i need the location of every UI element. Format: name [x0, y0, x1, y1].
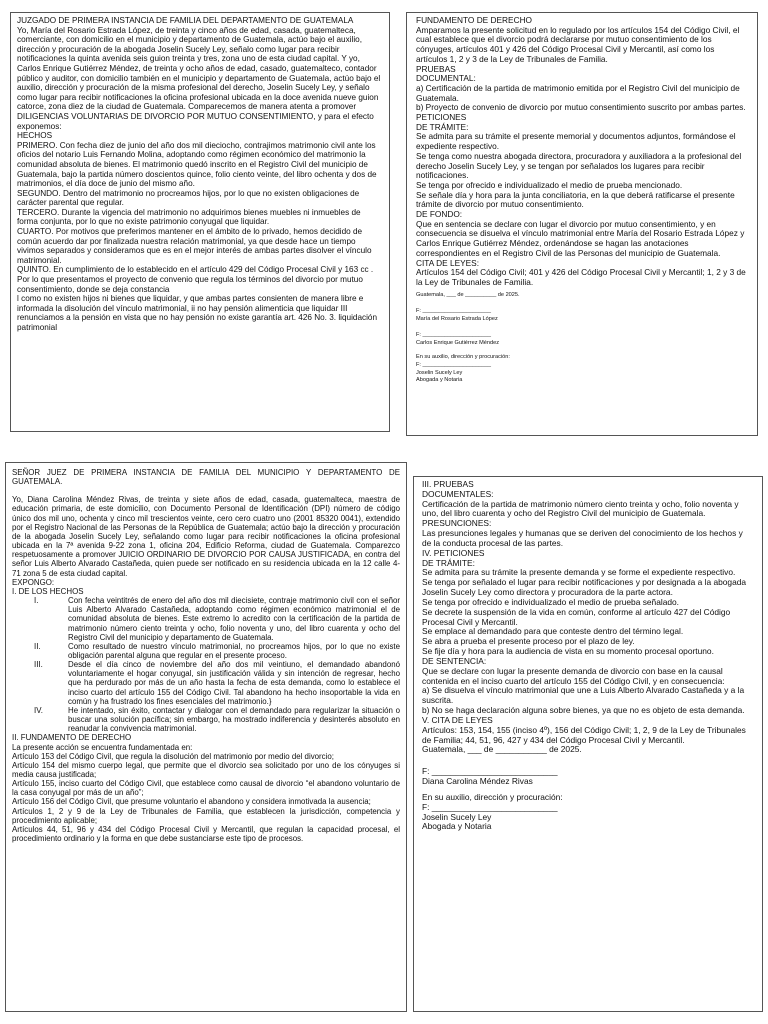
auxilio-line: En su auxilio, dirección y procuración: — [416, 354, 510, 361]
list-item — [12, 706, 400, 733]
signature-line: F: ___________________________ — [422, 766, 558, 777]
hecho-paragraph: QUINTO. En cumplimiento de lo establecido en el artículo 429 del Código Procesal Civil y 163 cc . Por lo que presentamos el proyecto de convenio que regula los términos del divorcio por mutuo consentimiento, donde se deja constancia — [17, 265, 374, 294]
document-panel-divorce-lawsuit — [5, 462, 407, 1012]
fondo-paragraph: Que en sentencia se declare con lugar el divorcio por mutuo consentimiento, y en consecuencia se disuelva el vínculo matrimonial entre María del Rosario Estrada López y Carlos Enrique Gutiérrez Méndez, ordenándose se hagan las anotaciones correspondientes en el Registro Civil de las Personas del municipio de Guatemala. — [416, 218, 745, 258]
document-panel-divorce-lawsuit-continued — [413, 476, 763, 1012]
tramite-title: DE TRÁMITE: — [416, 121, 469, 132]
hechos-title: HECHOS — [17, 131, 53, 141]
peticiones-title: PETICIONES — [416, 112, 467, 123]
item-number: III. — [34, 660, 43, 670]
fundamento-item: Artículo 155, inciso cuarto del Código Civil, que establece como causal de divorcio “el abandono voluntario de la casa conyugal por más de un año”; — [12, 779, 400, 798]
presunciones-paragraph: Las presunciones legales y humanas que se deriven del conocimiento de los hechos y de la conducta procesal de las partes. — [422, 528, 743, 548]
court-heading: SEÑOR JUEZ DE PRIMERA INSTANCIA DE FAMILIA DEL MUNICIPIO Y DEPARTAMENTO DE GUATEMALA. — [12, 468, 400, 487]
documental-item: b) Proyecto de convenio de divorcio por mutuo consentimiento suscrito por ambas partes. — [416, 102, 746, 113]
tramite-item: Se tenga por señalado el lugar para recibir notificaciones y por designada a la abogada Joselin Sucely Ley como directora y procuradora de la parte actora. — [422, 577, 747, 598]
tramite-item: Se tenga por ofrecido e individualizado el medio de prueba señalado. — [422, 596, 680, 607]
fundamento-intro: La presente acción se encuentra fundamentada en: — [12, 742, 193, 752]
hecho-paragraph: l como no existen hijos ni bienes que liquidar, y que ambas partes consienten de manera libre e informada la disolución del vínculo matrimonial, ii no hay pensión alimenticia que liquidar III renunciamos a la pensión en vista que no hay pensión no existe garantía art. 426 No. 3. liquidación patrimonial — [17, 294, 378, 332]
signer-name: Joselin Sucely Ley — [416, 369, 463, 376]
cita-title: V. CITA DE LEYES — [422, 714, 493, 725]
item-number: II. — [34, 641, 41, 651]
sentencia-item: b) No se haga declaración alguna sobre bienes, ya que no es objeto de esta demanda. — [422, 705, 745, 716]
date-line: Guatemala, ___ de __________ de 2025. — [416, 291, 520, 298]
item-number: I. — [34, 596, 39, 606]
tramite-item: Se admita para su trámite el presente memorial y documentos adjuntos, formándose el expediente respectivo. — [416, 131, 736, 152]
hechos-list — [12, 596, 400, 733]
fondo-title: DE FONDO: — [416, 209, 463, 220]
signer-name: Carlos Enrique Gutiérrez Méndez — [416, 339, 500, 346]
document-panel-mutual-consent-continued — [406, 12, 758, 436]
presunciones-title: PRESUNCIONES: — [422, 518, 492, 529]
tramite-title: DE TRÁMITE: — [422, 557, 475, 568]
hecho-paragraph: PRIMERO. Con fecha diez de junio del año dos mil dieciocho, contrajimos matrimonio civil ante los oficios del notario Luis Fernando Molina, adoptando como régimen económico del matrimonio la comunidad absoluta de bienes. El matrimonio quedó inscrito en el Registro Civil del municipio de Guatemala, bajo la partida número doscientos quince, folio ciento veinte, del libro ochenta y dos de matrimonios, el día doce de junio del mismo año. — [17, 140, 377, 189]
tramite-item: Se emplace al demandado para que conteste dentro del término legal. — [422, 626, 684, 637]
tramite-item: Se fije día y hora para la audiencia de vista en su momento procesal oportuno. — [422, 646, 714, 657]
hechos-title: I. DE LOS HECHOS — [12, 586, 84, 596]
list-item — [12, 660, 400, 706]
item-number: IV. — [34, 705, 43, 715]
intro-paragraph: Yo, María del Rosario Estrada López, de treinta y cinco años de edad, casada, guatemalteca, comerciante, con domicilio en el municipio y departamento de Guatemala, actúo bajo el auxilio, dirección y procuración de la abogada Joselin Sucely Ley, señalo como lugar para recibir notificaciones la quinta avenida seis guion treinta y tres, zona uno de esta ciudad capital. Y yo, Carlos Enrique Gutiérrez Méndez, de treinta y ocho años de edad, casado, guatemalteco, contador público y auditor, con domicilio también en el municipio y departamento de Guatemala, actúo bajo el auxilio, dirección y procuración de la misma profesional del derecho, Joselin Sucely Ley, y señalo como lugar para recibir notificaciones la oficina profesional ubicada en la doce avenida nueve guion catorce, zona diez de la ciudad de Guatemala. Comparecemos de manera atenta a promover DILIGENCIAS VOLUNTARIAS DE DIVORCIO POR MUTUO CONSENTIMIENTO, y para el efecto exponemos: — [17, 25, 381, 131]
signer-name: Diana Carolina Méndez Rivas — [422, 776, 533, 787]
tramite-item: Se tenga como nuestra abogada directora, procuradora y auxiliadora a la profesional del derecho Joselin Sucely Ley, y se tengan por señalados los lugares para recibir notificaciones. — [416, 150, 742, 181]
cita-title: CITA DE LEYES: — [416, 257, 480, 268]
cita-paragraph: Artículos: 153, 154, 155 (inciso 4º), 156 del Código Civil; 1, 2, 9 de la Ley de Tribunales de Familia; 44, 51, 96, 427 y 434 del Código Procesal Civil y Mercantil. — [422, 724, 746, 745]
sentencia-item: Que se declare con lugar la presente demanda de divorcio con base en la causal contenida en el inciso cuarto del artículo 155 del Código Civil, y en consecuencia: — [422, 665, 725, 686]
fundamento-item: Artículos 1, 2 y 9 de la Ley de Tribunales de Familia, que establecen la jurisdicción, competencia y procedimiento aplicable; — [12, 806, 400, 825]
documentales-paragraph: Certificación de la partida de matrimonio número ciento treinta y ocho, folio noventa y uno, del libro cuarenta y ocho del Registro Civil del municipio de Guatemala. — [422, 498, 739, 519]
signer-title: Abogada y Notaria — [422, 821, 492, 832]
intro-paragraph: Yo, Diana Carolina Méndez Rivas, de treinta y siete años de edad, casada, guatemalteca, maestra de educación primaria, de este domicilio, con Documento Personal de Identificación (DPI) número de código único dos mil uno, ochenta y cinco mil trescientos veinte, cero cero cuatro uno (2001 85320 0041), extendido por el Registro Nacional de las Personas de la República de Guatemala; actúo bajo la dirección y procuración de la abogada Joselin Sucely Ley, señalando como lugar para recibir notificaciones la oficina profesional ubicada en la 7ª avenida 9-22 zona 1, oficina 204, Edificio Reforma, ciudad de Guatemala. Comparezco respetuosamente a promover JUICIO ORDINARIO DE DIVORCIO POR CAUSA JUSTIFICADA, en contra del señor Luis Alberto Alvarado Castañeda, quien puede ser notificado en su residencia ubicada en la 12 calle 4-71 zona 5 de esta ciudad capital. — [12, 495, 400, 578]
signer-title: Abogada y Notaria — [416, 377, 463, 384]
document-panel-mutual-consent — [10, 12, 390, 432]
sentencia-item: a) Se disuelva el vínculo matrimonial que une a Luis Alberto Alvarado Castañeda y a la suscrita. — [422, 685, 745, 706]
item-text: Con fecha veintitrés de enero del año dos mil diecisiete, contraje matrimonio civil con el señor Luis Alberto Alvarado Castañeda, adoptando como régimen económico matrimonial el de comunidad absoluta de bienes. Este extremo lo acredito con la certificación de la partida de matrimonio número ciento treinta y ocho, folio noventa y uno, del libro cuarenta y ocho del Registro Civil del municipio y departamento de Guatemala. — [68, 596, 400, 642]
fundamento-paragraph: Amparamos la presente solicitud en lo regulado por los artículos 154 del Código Civil, el cual establece que el divorcio podrá declararse por mutuo consentimiento de los cónyuges, artículos 401 y 426 del Código Procesal Civil y Mercantil, así como los artículos 1, 2 y 3 de la Ley de Tribunales de Familia. — [416, 24, 740, 64]
hecho-paragraph: CUARTO. Por motivos que preferimos mantener en el ámbito de lo privado, hemos decidido de común acuerdo dar por finalizada nuestra relación matrimonial, ya que desde hace un tiempo vivimos separados y consideramos que es en el mejor interés de ambas partes disolver el vínculo matrimonial. — [17, 227, 372, 265]
item-text: He intentado, sin éxito, contactar y dialogar con el demandado para regularizar la situación o buscar una solución pacífica; sin embargo, ha mostrado indiferencia y desinterés absoluto en reanudar la convivencia matrimonial. — [68, 705, 400, 734]
auxilio-line: En su auxilio, dirección y procuración: — [422, 791, 563, 802]
date-line: Guatemala, ___ de ___________ de 2025. — [422, 744, 582, 755]
signer-name: María del Rosario Estrada López — [416, 315, 498, 322]
peticiones-title: IV. PETICIONES — [422, 547, 485, 558]
signature-line: F: ______________________ — [416, 332, 491, 339]
tramite-item: Se abra a prueba el presente proceso por el plazo de ley. — [422, 636, 635, 647]
expongo-title: EXPONGO: — [12, 577, 55, 587]
documental-title: DOCUMENTAL: — [416, 73, 476, 84]
documentales-title: DOCUMENTALES: — [422, 488, 494, 499]
hecho-paragraph: TERCERO. Durante la vigencia del matrimonio no adquirimos bienes muebles ni inmuebles de forma conjunta, por lo que no existe patrimonio conyugal que liquidar. — [17, 207, 361, 227]
fundamento-title: II. FUNDAMENTO DE DERECHO — [12, 733, 132, 743]
court-heading: JUZGADO DE PRIMERA INSTANCIA DE FAMILIA DEL DEPARTAMENTO DE GUATEMALA — [17, 16, 354, 25]
fundamento-item: Artículo 154 del mismo cuerpo legal, que permite que el divorcio sea solicitado por uno de los cónyuges si media causa justificada; — [12, 760, 400, 779]
tramite-item: Se decrete la suspensión de la vida en común, conforme al artículo 427 del Código Procesal Civil y Mercantil. — [422, 606, 731, 627]
signature-line: F: ___________________________ — [422, 801, 558, 812]
fundamento-item: Artículo 156 del Código Civil, que presume voluntario el abandono y considera inmotivada la ausencia; — [12, 797, 371, 807]
fundamento-item: Artículo 153 del Código Civil, que regula la disolución del matrimonio por medio del divorcio; — [12, 751, 334, 761]
signature-line: F: ______________________ — [416, 361, 491, 368]
signature-line: F: ______________________ — [416, 308, 491, 315]
sentencia-title: DE SENTENCIA: — [422, 655, 487, 666]
cita-paragraph: Artículos 154 del Código Civil; 401 y 426 del Código Procesal Civil y Mercantil; 1, 2 y 3 de la Ley de Tribunales de Familia. — [416, 267, 746, 287]
signer-name: Joselin Sucely Ley — [422, 811, 492, 822]
item-text: Desde el día cinco de noviembre del año dos mil veintiuno, el demandado abandonó voluntariamente el hogar conyugal, sin justificación válida y sin intención de regresar, hecho que ha perdurado por más de un año hasta la fecha de esta demanda, como lo establece el inciso cuarto del artículo 155 del Código Civil. Tal abandono ha hecho insoportable la vida en común y ha frustrado los fines esenciales del matrimonio.} — [68, 660, 400, 706]
item-text: Como resultado de nuestro vínculo matrimonial, no procreamos hijos, por lo que no existe obligación parental alguna que regular en el presente proceso. — [68, 641, 400, 660]
fundamento-title: FUNDAMENTO DE DERECHO — [416, 15, 533, 25]
tramite-item: Se admita para su trámite la presente demanda y se forme el expediente respectivo. — [422, 567, 736, 578]
fundamento-item: Artículos 44, 51, 96 y 434 del Código Procesal Civil y Mercantil, que regulan la capacidad procesal, el procedimiento ordinario y la forma en que debe sustanciarse este tipo de procesos. — [12, 824, 400, 844]
tramite-item: Se tenga por ofrecido e individualizado el medio de prueba mencionado. — [416, 179, 683, 190]
list-item — [12, 596, 400, 642]
hecho-paragraph: SEGUNDO. Dentro del matrimonio no procreamos hijos, por lo que no existen obligaciones de carácter parental que regular. — [17, 188, 360, 208]
list-item — [12, 642, 400, 660]
tramite-item: Se señale día y hora para la junta conciliatoria, en la que deberá ratificarse el presente trámite de divorcio por mutuo consentimiento. — [416, 189, 735, 210]
pruebas-title: PRUEBAS — [416, 63, 456, 74]
pruebas-title: III. PRUEBAS — [422, 479, 474, 489]
documental-item: a) Certificación de la partida de matrimonio emitida por el Registro Civil del municipio de Guatemala. — [416, 82, 740, 103]
